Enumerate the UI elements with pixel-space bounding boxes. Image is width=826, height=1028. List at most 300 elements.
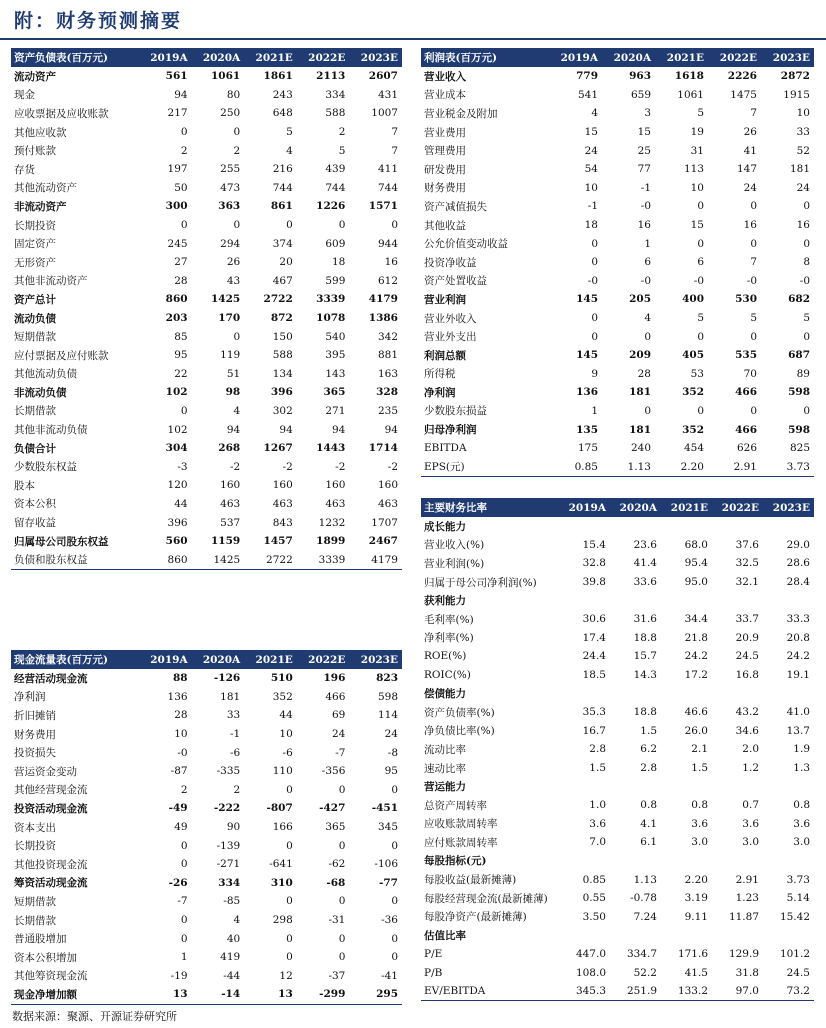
cell-value: 10 <box>584 181 598 194</box>
cell-value: 599 <box>325 274 346 287</box>
cell-value: 80 <box>226 88 241 101</box>
cell-value: 9.11 <box>684 910 708 923</box>
cell-value: 250 <box>220 107 241 120</box>
cell-value: 0 <box>697 200 704 213</box>
cell-value: 860 <box>139 550 192 569</box>
cell-value: 561 <box>165 70 188 83</box>
row-label: 应收账款周转率 <box>424 818 498 831</box>
cell-value: 0 <box>180 858 188 871</box>
cell-value: 609 <box>325 237 346 250</box>
cell-value: 39.8 <box>582 576 606 589</box>
cell-value: 2226 <box>727 70 757 83</box>
cell-value: 9 <box>591 367 598 380</box>
cell-value: 3.6 <box>691 817 708 830</box>
cell-value: 5 <box>750 312 757 325</box>
cell-value: 310 <box>270 876 293 889</box>
cell-value <box>610 852 661 871</box>
cell-value: 271 <box>325 404 346 417</box>
row-label: 其他投资现金流 <box>14 858 88 871</box>
cell-value: 861 <box>270 200 293 213</box>
cell-value: 598 <box>788 423 810 436</box>
cell-value: 51 <box>226 367 241 380</box>
row-label: 其他流动负债 <box>14 368 77 381</box>
cell-value: 18.5 <box>582 669 606 682</box>
cell-value: 463 <box>272 497 293 510</box>
cell-value: 0 <box>391 895 398 908</box>
row-label: 总资产周转率 <box>424 799 487 812</box>
header-row <box>421 48 814 67</box>
table-row <box>421 290 814 309</box>
cell-value: 0 <box>391 951 398 964</box>
table-row <box>11 346 402 365</box>
row-label: 速动比率 <box>424 762 466 775</box>
cell-value: 24 <box>332 728 346 741</box>
cell-value: 196 <box>323 672 346 685</box>
row-label: 流动负债 <box>14 312 56 325</box>
cell-value <box>661 591 712 610</box>
cell-value: 0 <box>644 330 651 343</box>
cell-value: 0 <box>286 783 293 796</box>
cell-value: 0 <box>180 914 188 927</box>
cell-value: -807 <box>266 802 293 815</box>
cell-value <box>763 591 814 610</box>
cell-value: 365 <box>323 386 346 399</box>
row-label: ROIC(%) <box>424 669 471 682</box>
cell-value: 217 <box>167 107 188 120</box>
cell-value: 540 <box>325 330 346 343</box>
section-row <box>421 777 814 796</box>
cell-value: 240 <box>630 442 651 455</box>
cell-value: 4179 <box>368 293 398 306</box>
table-row <box>11 669 402 688</box>
cell-value: 3.0 <box>742 836 759 849</box>
cell-value: -49 <box>168 802 188 815</box>
cell-value: 1267 <box>263 442 293 455</box>
cell-value: 2872 <box>780 70 810 83</box>
cell-value: 612 <box>377 274 398 287</box>
cell-value: 0 <box>391 219 398 232</box>
cell-value: 181 <box>629 423 651 436</box>
cell-value: 4 <box>233 404 241 417</box>
row-label: 研发费用 <box>424 163 466 176</box>
cell-value: -68 <box>326 876 346 889</box>
cell-value <box>712 591 763 610</box>
cell-value: 744 <box>325 181 346 194</box>
cell-value: 744 <box>272 181 293 194</box>
cell-value: 0 <box>338 951 346 964</box>
section-row <box>421 926 814 945</box>
cell-value: -0 <box>640 274 651 287</box>
cell-value: 94 <box>384 423 398 436</box>
cell-value <box>559 852 610 871</box>
row-label: 归母净利润 <box>424 424 477 437</box>
cell-value: 294 <box>220 237 241 250</box>
cell-value: 405 <box>682 349 704 362</box>
cell-value: 21.8 <box>684 631 708 644</box>
cell-value: 133.2 <box>661 982 712 1001</box>
cell-value <box>712 684 763 703</box>
table-row <box>421 327 814 346</box>
cell-value: 1 <box>180 951 188 964</box>
cell-value: 90 <box>226 821 241 834</box>
cell-value: 1714 <box>368 442 398 455</box>
cell-value: 2.91 <box>735 873 759 886</box>
cell-value: 32.5 <box>735 557 759 570</box>
cell-value: 26.0 <box>684 724 708 737</box>
cell-value <box>661 926 712 945</box>
cell-value: 27 <box>174 256 188 269</box>
cell-value: 73.2 <box>763 982 814 1001</box>
cell-value: -26 <box>168 876 188 889</box>
cell-value: 560 <box>165 535 188 548</box>
cell-value: 166 <box>272 821 293 834</box>
table-row <box>11 911 402 930</box>
cell-value: 43.2 <box>735 706 759 719</box>
cell-value: 1.2 <box>742 762 759 775</box>
table-row <box>11 476 402 495</box>
cell-value: 1007 <box>371 107 398 120</box>
section-row <box>421 591 814 610</box>
row-label: 折旧摊销 <box>14 709 56 722</box>
row-label: 短期借款 <box>14 895 56 908</box>
cell-value: 0 <box>750 330 757 343</box>
cell-value: 648 <box>272 107 293 120</box>
cell-value <box>559 684 610 703</box>
cell-value: 2.20 <box>655 457 708 476</box>
cell-value: -2 <box>282 460 293 473</box>
row-label: 非流动资产 <box>14 200 67 213</box>
table-row <box>11 420 402 439</box>
cell-value: 268 <box>218 442 241 455</box>
cell-value: 0 <box>391 839 398 852</box>
cell-value: 6 <box>697 256 704 269</box>
year-header: 2021E <box>655 48 708 67</box>
cell-value: 744 <box>377 181 398 194</box>
cell-value: 334 <box>218 876 241 889</box>
cell-value: 32.8 <box>582 557 606 570</box>
cell-value: 170 <box>218 312 241 325</box>
row-label: 营业外收入 <box>424 312 477 325</box>
cell-value: 881 <box>377 349 398 362</box>
cell-value: 2 <box>180 783 188 796</box>
cell-value: 334 <box>325 88 346 101</box>
cell-value: 510 <box>270 672 293 685</box>
table-row <box>421 439 814 458</box>
table-row <box>11 290 402 309</box>
cell-value: 5 <box>697 312 704 325</box>
cell-value: 860 <box>165 293 188 306</box>
table-row <box>421 197 814 216</box>
cell-value: 0 <box>697 237 704 250</box>
cell-value: 466 <box>735 386 757 399</box>
cell-value: -2 <box>335 460 346 473</box>
cell-value: 0 <box>180 219 188 232</box>
cell-value: 15 <box>690 219 704 232</box>
cell-value: 33.6 <box>633 576 657 589</box>
cell-value: 95.4 <box>684 557 708 570</box>
row-label: 财务费用 <box>424 182 466 195</box>
cell-value: -85 <box>223 895 241 908</box>
row-label: 营运资金变动 <box>14 765 77 778</box>
row-label: 普通股增加 <box>14 933 67 946</box>
row-label: 负债和股东权益 <box>11 550 139 569</box>
year-header: 2023E <box>761 48 814 67</box>
cell-value: 3339 <box>297 550 350 569</box>
cell-value: -0 <box>693 274 704 287</box>
row-label: ROE(%) <box>424 650 467 663</box>
cell-value: 41.4 <box>633 557 657 570</box>
cell-value: 0 <box>233 219 241 232</box>
table-row <box>11 706 402 725</box>
cell-value: 1226 <box>316 200 346 213</box>
cell-value: -7 <box>335 746 346 759</box>
cell-value: -0.78 <box>630 892 657 905</box>
cell-value: 0 <box>750 404 757 417</box>
cell-value: 1.13 <box>633 873 657 886</box>
table-row <box>421 234 814 253</box>
cell-value <box>610 517 661 536</box>
row-label: 利润总额 <box>424 349 466 362</box>
cell-value: -31 <box>328 914 346 927</box>
cell-value: 1475 <box>730 88 757 101</box>
year-header: 2022E <box>297 48 350 67</box>
table-row <box>421 86 814 105</box>
table-row <box>11 495 402 514</box>
cell-value: 95 <box>174 349 188 362</box>
row-label: 毛利率(%) <box>424 613 474 626</box>
table-row <box>421 554 814 573</box>
cell-value: 16 <box>384 256 398 269</box>
row-label: 其他应收款 <box>14 126 67 139</box>
cell-value: 26 <box>743 126 757 139</box>
cell-value: 12 <box>279 969 293 982</box>
cell-value: 22 <box>174 367 188 380</box>
cell-value: 77 <box>637 163 651 176</box>
cell-value <box>661 852 712 871</box>
cell-value: 0.8 <box>691 799 708 812</box>
cell-value: 447.0 <box>575 947 606 960</box>
table-row <box>11 457 402 476</box>
row-label: EBITDA <box>424 442 467 455</box>
cell-value: 530 <box>735 293 757 306</box>
row-label: 其他经营现金流 <box>14 784 88 797</box>
table-row <box>421 253 814 272</box>
year-header: 2021E <box>244 650 297 669</box>
cell-value: 18.8 <box>633 706 657 719</box>
cell-value: 944 <box>377 237 398 250</box>
cell-value: 334.7 <box>626 947 657 960</box>
cell-value: 598 <box>377 690 398 703</box>
cell-value: -126 <box>213 672 241 685</box>
balance-sheet-table <box>11 48 402 570</box>
header-row <box>11 650 402 669</box>
cell-value <box>610 684 661 703</box>
cell-value: 129.9 <box>728 947 759 960</box>
cell-value: 467 <box>272 274 293 287</box>
cell-value: 687 <box>788 349 810 362</box>
cell-value: 41.0 <box>786 706 810 719</box>
table-row <box>11 197 402 216</box>
cell-value: -0 <box>640 200 651 213</box>
table-row <box>11 743 402 762</box>
cell-value: 52 <box>796 144 810 157</box>
row-label: 所得税 <box>424 368 456 381</box>
table-row <box>11 67 402 86</box>
row-label: 财务费用 <box>14 728 56 741</box>
cell-value: 97.0 <box>712 982 763 1001</box>
cell-value: 1.0 <box>589 799 606 812</box>
cell-value <box>610 591 661 610</box>
cell-value: -0 <box>177 746 188 759</box>
cell-value: -222 <box>213 802 241 815</box>
row-label: 固定资产 <box>14 238 56 251</box>
row-label: 现金 <box>14 89 35 102</box>
table-row <box>11 216 402 235</box>
cell-value: 5 <box>286 126 293 139</box>
table-row <box>11 439 402 458</box>
table-row <box>11 365 402 384</box>
cell-value: 0 <box>180 839 188 852</box>
cell-value: 3 <box>644 107 651 120</box>
cell-value: 1159 <box>210 535 241 548</box>
table-row <box>421 402 814 421</box>
cell-value: -335 <box>216 765 241 778</box>
cell-value: 4 <box>233 914 241 927</box>
cell-value: 1 <box>591 404 598 417</box>
source-note: 数据来源：聚源、开源证券研究所 <box>12 1010 177 1023</box>
table-row <box>421 141 814 160</box>
cell-value: 163 <box>377 367 398 380</box>
row-label: 净利率(%) <box>424 632 474 645</box>
cell-value: 1061 <box>677 88 704 101</box>
row-label: 营运能力 <box>424 781 466 794</box>
table-row <box>421 573 814 592</box>
row-label: 净利润 <box>14 691 46 704</box>
table-row <box>11 104 402 123</box>
cell-value: 94 <box>332 423 346 436</box>
cell-value: 251.9 <box>610 982 661 1001</box>
cell-value <box>763 684 814 703</box>
cell-value: 136 <box>167 690 188 703</box>
cell-value: 463 <box>377 497 398 510</box>
cell-value: 31.8 <box>735 966 759 979</box>
cell-value: -139 <box>216 839 241 852</box>
cell-value: 24 <box>584 144 598 157</box>
cell-value: 1386 <box>368 312 398 325</box>
cell-value: 10 <box>690 181 704 194</box>
cell-value: 588 <box>272 349 293 362</box>
cell-value: 181 <box>220 690 241 703</box>
table-row <box>11 532 402 551</box>
cell-value: 2.0 <box>742 743 759 756</box>
table-row <box>421 383 814 402</box>
cell-value: 4 <box>286 144 293 157</box>
cell-value: -6 <box>229 746 241 759</box>
cell-value: 209 <box>629 349 651 362</box>
cell-value: 17.2 <box>684 669 708 682</box>
cell-value: 35.3 <box>582 706 606 719</box>
row-label: 资本公积增加 <box>14 951 77 964</box>
cell-value: 40 <box>226 932 241 945</box>
cell-value: 15.4 <box>582 538 606 551</box>
cell-value <box>661 777 712 796</box>
cell-value: 23.6 <box>633 538 657 551</box>
cell-value: 245 <box>167 237 188 250</box>
cell-value: 89 <box>796 367 810 380</box>
cell-value: 16 <box>796 219 810 232</box>
cell-value: 147 <box>736 163 757 176</box>
cell-value: 15.7 <box>633 650 657 663</box>
cell-value: -427 <box>319 802 346 815</box>
cell-value <box>712 926 763 945</box>
cell-value: 5.14 <box>786 892 810 905</box>
cell-value: 7 <box>750 256 757 269</box>
cell-value: 37.6 <box>735 538 759 551</box>
cell-value: -6 <box>282 746 293 759</box>
cell-value: -36 <box>381 914 398 927</box>
cell-value: 24.2 <box>786 650 810 663</box>
row-label: 资产处置收益 <box>424 275 487 288</box>
year-header: 2020A <box>610 498 661 517</box>
cell-value: -7 <box>177 895 188 908</box>
cell-value: 0 <box>180 126 188 139</box>
cell-value: 243 <box>272 88 293 101</box>
row-label: 资本公积 <box>14 498 56 511</box>
table-row <box>421 703 814 722</box>
cell-value: 46.6 <box>684 706 708 719</box>
cell-value: 30.6 <box>582 613 606 626</box>
row-label: 估值比率 <box>424 929 466 942</box>
table-row <box>11 836 402 855</box>
cell-value: 34.4 <box>684 613 708 626</box>
cell-value: 1.5 <box>589 762 606 775</box>
cell-value: 119 <box>220 349 241 362</box>
table-row <box>421 536 814 555</box>
table-row <box>421 346 814 365</box>
table-row <box>421 870 814 889</box>
cell-value: 171.6 <box>677 947 708 960</box>
cell-value: 181 <box>629 386 651 399</box>
row-label: 少数股东权益 <box>14 461 77 474</box>
row-label: 长期投资 <box>14 219 56 232</box>
row-label: 管理费用 <box>424 145 466 158</box>
cell-value: 0 <box>391 783 398 796</box>
cell-value: 70 <box>743 367 757 380</box>
cell-value: 473 <box>220 181 241 194</box>
cell-value: 0 <box>391 932 398 945</box>
cell-value: 3.50 <box>582 910 606 923</box>
cell-value: 94 <box>279 423 293 436</box>
row-label: 净负债比率(%) <box>424 725 495 738</box>
cell-value: 395 <box>325 349 346 362</box>
cell-value: 3.0 <box>793 836 810 849</box>
cell-value: 135 <box>576 423 598 436</box>
cell-value: 28 <box>174 274 188 287</box>
cell-value: 114 <box>377 709 398 722</box>
cell-value: 31.6 <box>633 613 657 626</box>
table-row <box>421 759 814 778</box>
cell-value: 1618 <box>674 70 704 83</box>
cell-value: 1078 <box>316 312 346 325</box>
cell-value: 20.8 <box>786 631 810 644</box>
row-label: 股本 <box>14 479 35 492</box>
cell-value: 588 <box>325 107 346 120</box>
row-label: P/B <box>424 966 443 979</box>
financial-ratios-table <box>421 498 814 1001</box>
cell-value: 439 <box>325 163 346 176</box>
cell-value: 120 <box>167 479 188 492</box>
table-row <box>11 550 402 569</box>
